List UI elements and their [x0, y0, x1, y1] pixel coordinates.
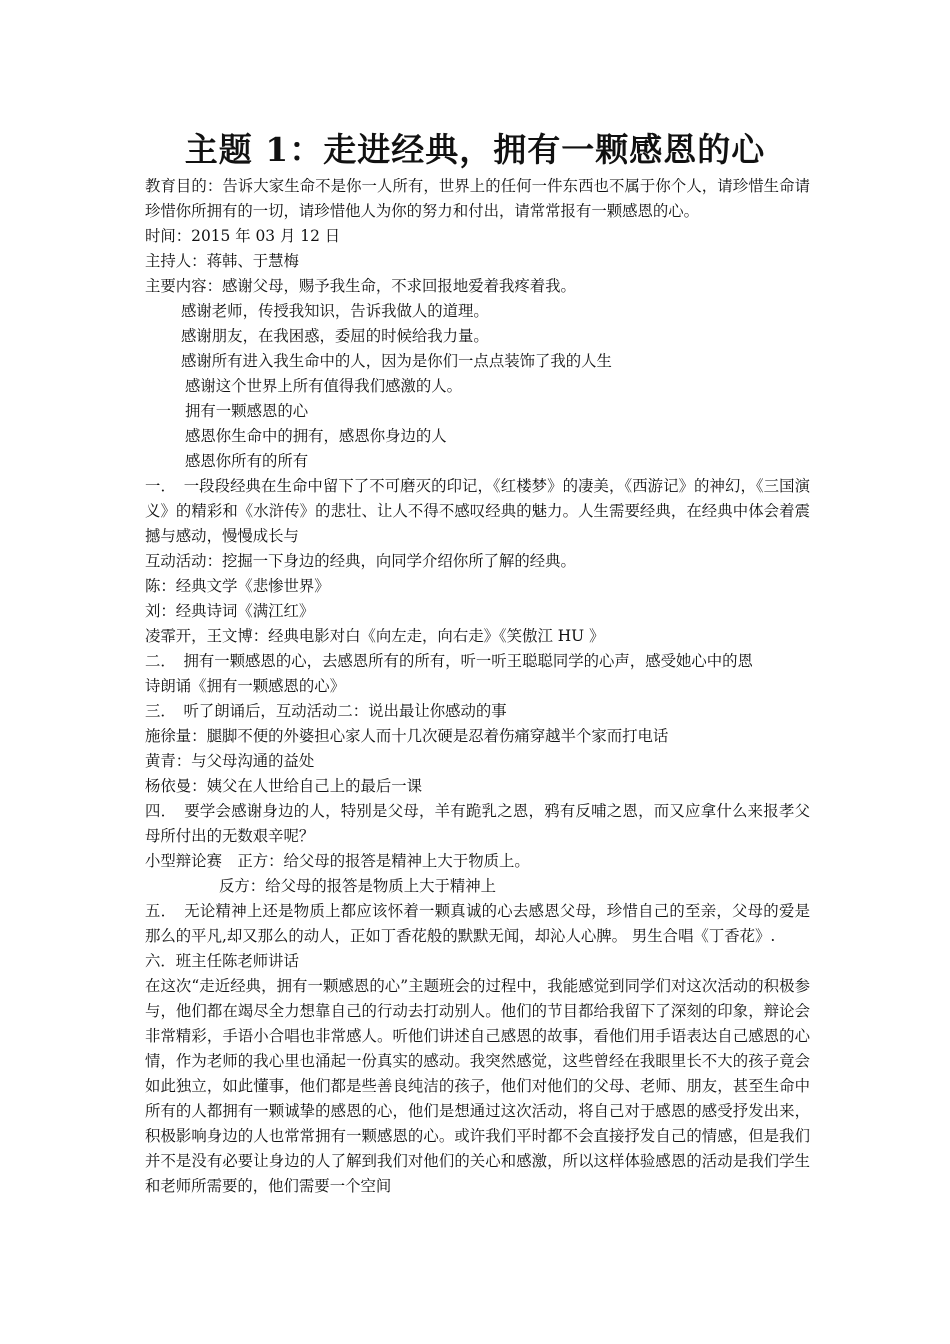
- document-paragraph: 一． 一段段经典在生命中留下了不可磨灭的印记，《红楼梦》的凄美，《西游记》的神幻，《三国演义》的精彩和《水浒传》的悲壮、让人不得不感叹经典的魅力。人生需要经典，在经典中体会着震撼与感动，慢慢成长与: [145, 477, 810, 545]
- document-paragraph: 互动活动：挖掘一下身边的经典，向同学介绍你所了解的经典。: [145, 552, 576, 570]
- document-paragraph: 主要内容：感谢父母，赐予我生命，不求回报地爱着我疼着我。: [145, 277, 576, 295]
- page-title: 主题 1：走进经典，拥有一颗感恩的心: [184, 130, 766, 169]
- document-paragraph: 杨依曼：姨父在人世给自己上的最后一课: [145, 777, 423, 795]
- document-paragraph: 感谢这个世界上所有值得我们感激的人。: [185, 377, 463, 395]
- document-paragraph: 五． 无论精神上还是物质上都应该怀着一颗真诚的心去感恩父母，珍惜自己的至亲，父母的爱是那么的平凡,却又那么的动人，正如丁香花般的默默无闻，却沁人心脾。 男生合唱《丁香花》.: [145, 902, 810, 945]
- document-paragraph: 三． 听了朗诵后，互动活动二：说出最让你感动的事: [145, 702, 507, 720]
- document-paragraph: 二． 拥有一颗感恩的心，去感恩所有的所有，听一听王聪聪同学的心声，感受她心中的恩: [145, 652, 753, 670]
- document-paragraph: 感谢老师，传授我知识，告诉我做人的道理。: [181, 302, 489, 320]
- document-paragraph: 六．班主任陈老师讲话: [145, 952, 299, 970]
- document-paragraph: 小型辩论赛 正方：给父母的报答是精神上大于物质上。: [145, 852, 530, 870]
- document-paragraph: 时间：2015 年 03 月 12 日: [145, 227, 341, 245]
- document-paragraph: 四． 要学会感谢身边的人，特别是父母，羊有跪乳之恩，鸦有反哺之恩，而又应拿什么来报孝父母所付出的无数艰辛呢？: [145, 802, 810, 845]
- document-paragraph: 感恩你所有的所有: [185, 452, 309, 470]
- document-paragraph: 感谢朋友，在我困惑，委屈的时候给我力量。: [181, 327, 489, 345]
- document-paragraph: 教育目的：告诉大家生命不是你一人所有，世界上的任何一件东西也不属于你个人，请珍惜生命请珍惜你所拥有的一切，请珍惜他人为你的努力和付出，请常常报有一颗感恩的心。: [145, 177, 810, 220]
- document-paragraph: 主持人：蒋韩、于慧梅: [145, 252, 299, 270]
- document-paragraph: 陈：经典文学《悲惨世界》: [145, 577, 330, 595]
- document-paragraph: 刘：经典诗词《满江红》: [145, 602, 315, 620]
- document-paragraph: 凌霏开，王文博：经典电影对白《向左走，向右走》《笑傲江 HU 》: [145, 627, 605, 645]
- document-paragraph: 反方：给父母的报答是物质上大于精神上: [219, 877, 497, 895]
- document-paragraph: 施徐量：腿脚不便的外婆担心家人而十几次硬是忍着伤痛穿越半个家而打电话: [145, 727, 669, 745]
- document-paragraph: 感恩你生命中的拥有，感恩你身边的人: [185, 427, 447, 445]
- document-paragraph: 拥有一颗感恩的心: [185, 402, 309, 420]
- document-paragraph: 黄青：与父母沟通的益处: [145, 752, 315, 770]
- document-paragraph: 诗朗诵《拥有一颗感恩的心》: [145, 677, 346, 695]
- document-body: [145, 174, 810, 1199]
- document-paragraph: 在这次“走近经典，拥有一颗感恩的心”主题班会的过程中，我能感觉到同学们对这次活动的积极参与，他们都在竭尽全力想靠自己的行动去打动别人。他们的节目都给我留下了深刻的印象，辩论会非常精彩，手语小合唱也非常感人。听他们讲述自己感恩的故事，看他们用手语表达自己感恩的心情，作为老师的我心里也涌起一份真实的感动。我突然感觉，这些曾经在我眼里长不大的孩子竟会如此独立，如此懂事，他们都是些善良纯洁的孩子，他们对他们的父母、老师、朋友，甚至生命中所有的人都拥有一颗诚挚的感恩的心，他们是想通过这次活动，将自己对于感恩的感受抒发出来，积极影响身边的人也常常拥有一颗感恩的心。或许我们平时都不会直接抒发自己的情感，但是我们并不是没有必要让身边的人了解到我们对他们的关心和感激，所以这样体验感恩的活动是我们学生和老师所需要的，他们需要一个空间: [145, 977, 810, 1195]
- document-paragraph: 感谢所有进入我生命中的人，因为是你们一点点装饰了我的人生: [181, 352, 612, 370]
